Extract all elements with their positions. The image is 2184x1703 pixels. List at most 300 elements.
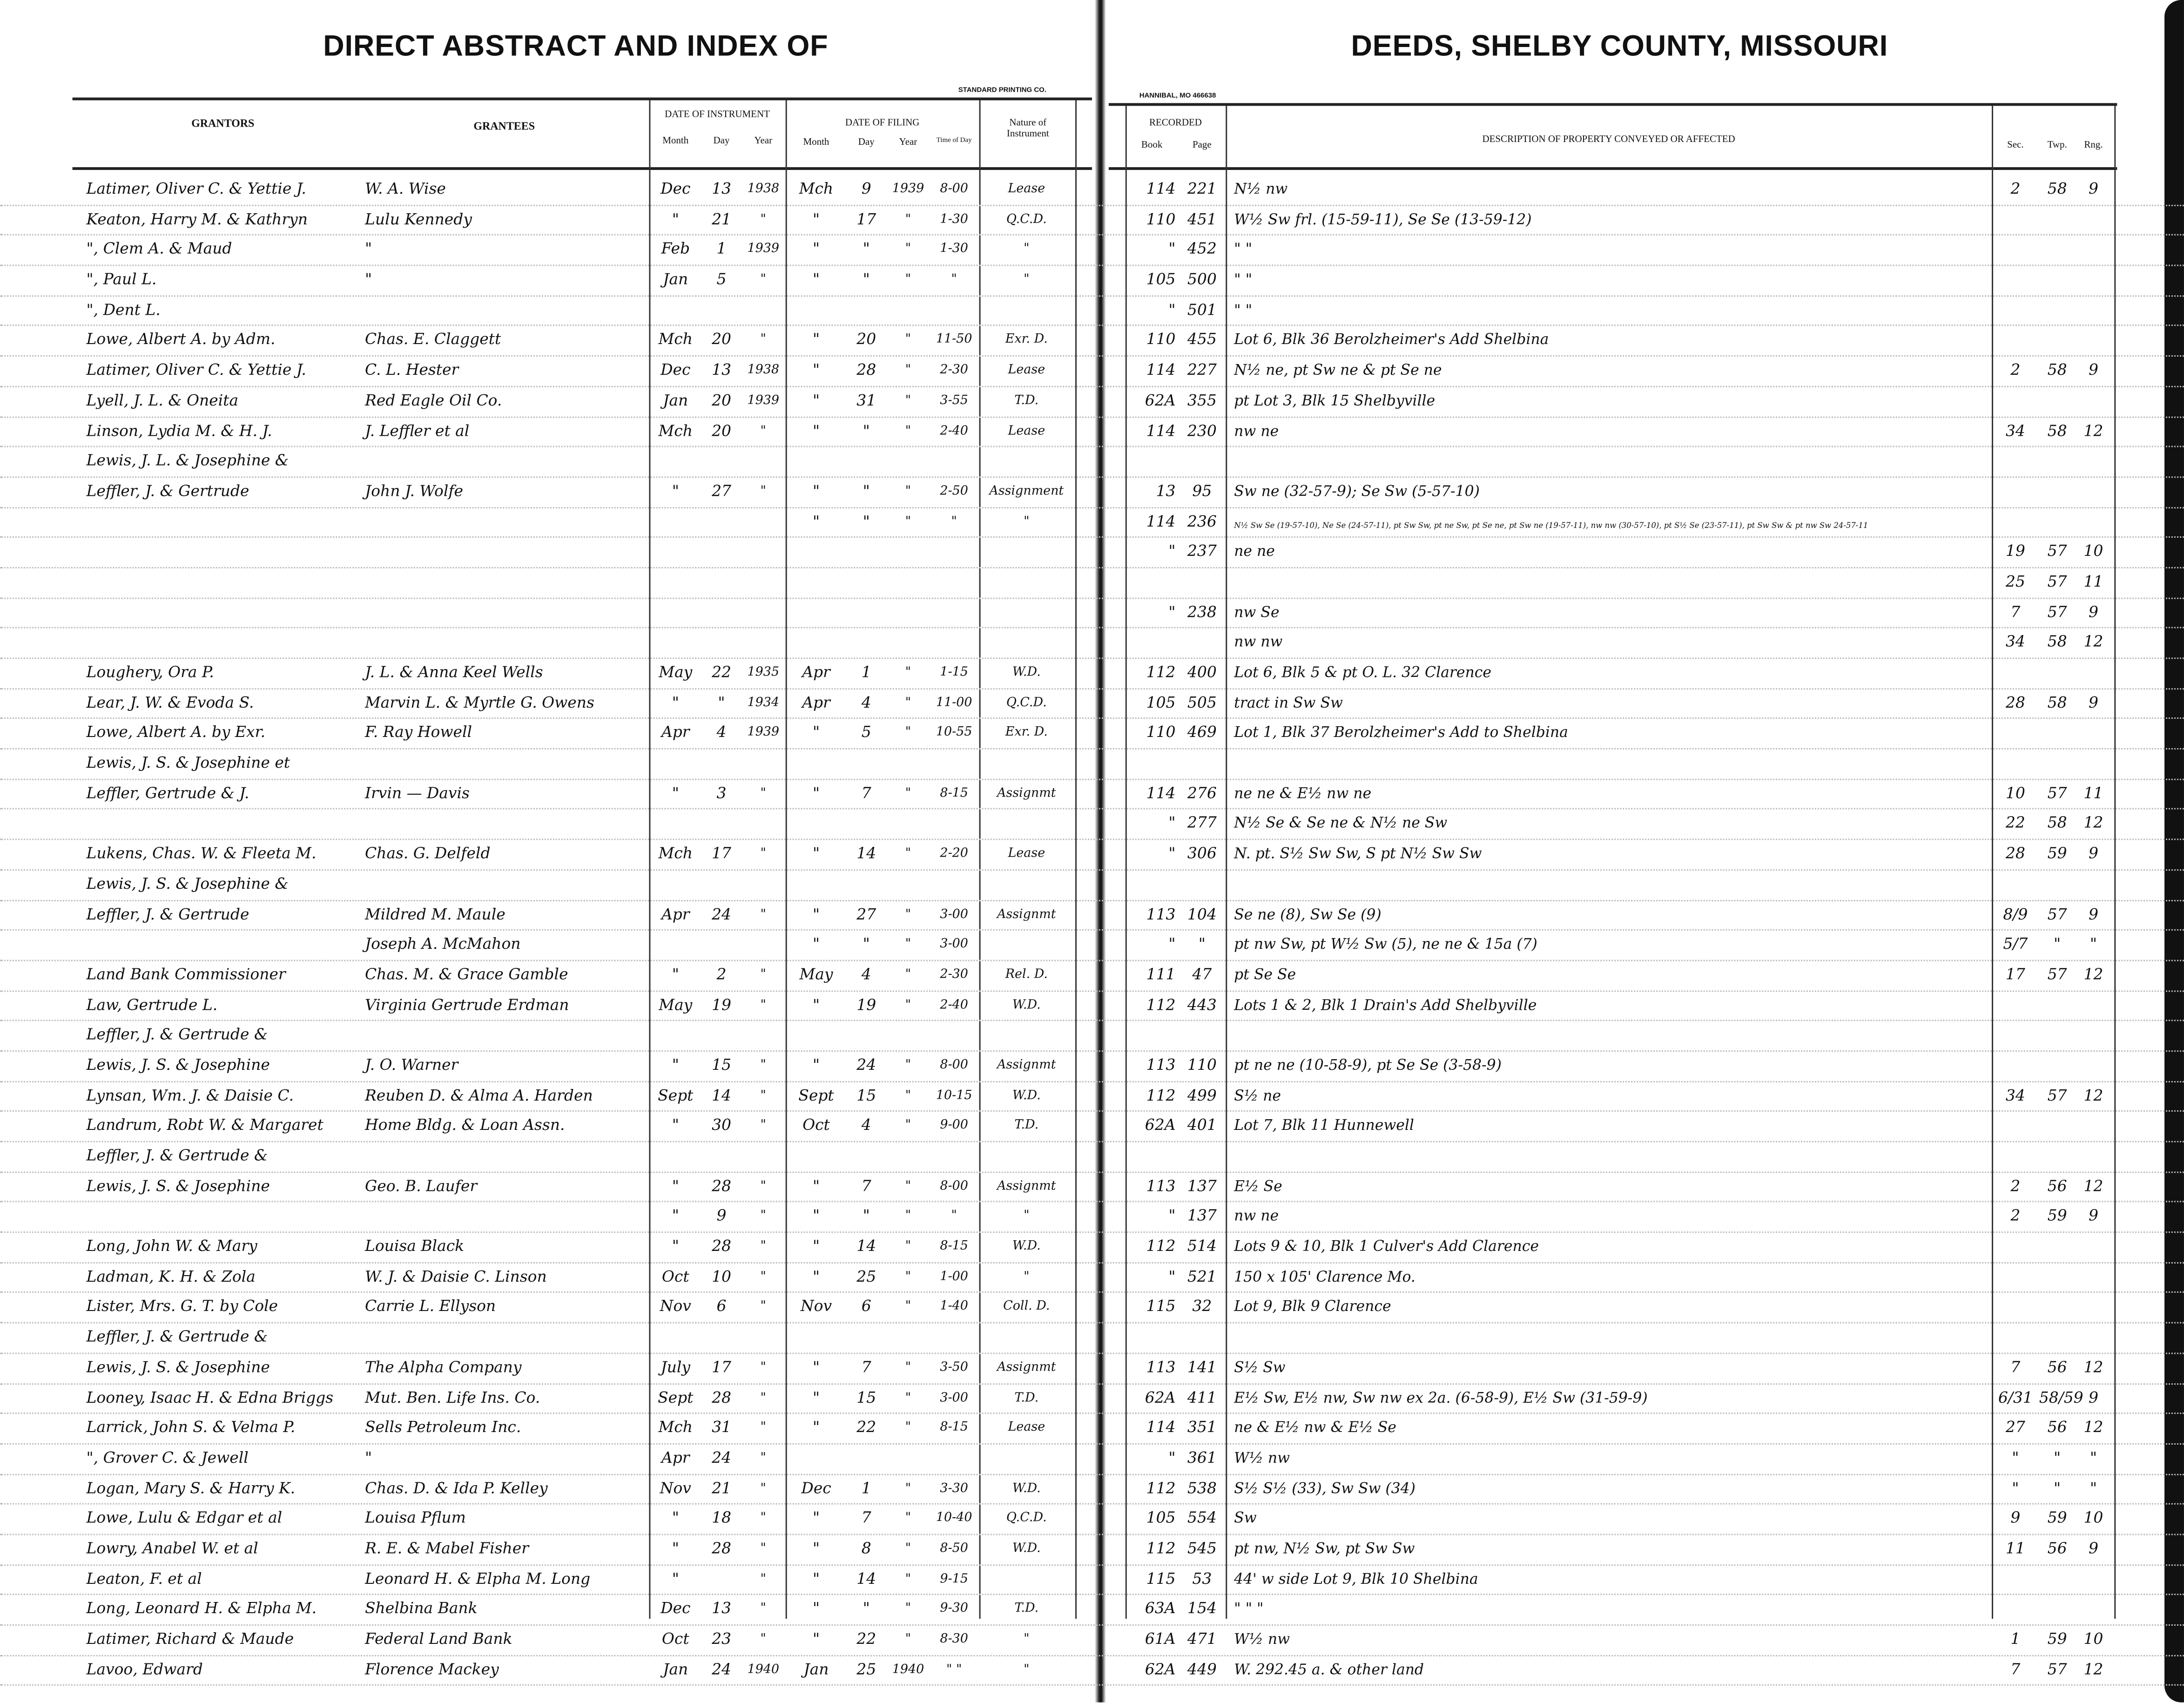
cell-sec: 11: [2005, 1539, 2025, 1558]
cell-filing-month: ": [812, 1237, 820, 1256]
cell-rng: 10: [2083, 542, 2103, 561]
cell-time-of-day: 8-15: [940, 1240, 968, 1254]
cell-description: S½ S½ (33), Sw Sw (34): [1234, 1480, 1416, 1497]
cell-filing-day: 6: [861, 1298, 871, 1316]
cell-grantee: Red Eagle Oil Co.: [364, 391, 502, 410]
cell-filing-month: Nov: [800, 1298, 832, 1316]
cell-book: 112: [1146, 1479, 1176, 1497]
cell-description: " " ": [1234, 1601, 1264, 1618]
cell-inst-year: 1939: [747, 243, 780, 257]
cell-description: Lot 1, Blk 37 Berolzheimer's Add to Shelbina: [1234, 725, 1568, 742]
cell-time-of-day: 1-15: [940, 666, 968, 680]
cell-book: 114: [1146, 180, 1176, 198]
cell-book: ": [1168, 814, 1176, 832]
cell-grantee: Leonard H. & Elpha M. Long: [364, 1569, 591, 1588]
deed-entry-row: [0, 1082, 2184, 1112]
cell-rng: ": [2090, 935, 2097, 953]
header-rule-top-right: [1109, 103, 2117, 106]
cell-inst-year: ": [760, 1210, 766, 1224]
cell-filing-year: ": [905, 1240, 911, 1254]
deed-entry-row: [0, 1626, 2184, 1656]
cell-time-of-day: 2-30: [940, 364, 968, 378]
cell-page: 452: [1187, 240, 1217, 258]
cell-description: S½ ne: [1234, 1087, 1281, 1104]
cell-inst-month: ": [672, 784, 679, 802]
cell-filing-day: ": [863, 1600, 870, 1618]
cell-sec: 5/7: [2003, 935, 2028, 953]
cell-filing-month: Oct: [802, 1116, 830, 1135]
cell-grantor: Long, Leonard H. & Elpha M.: [86, 1600, 317, 1618]
cell-page: 514: [1187, 1237, 1217, 1256]
cell-grantor: Landrum, Robt W. & Margaret: [86, 1116, 324, 1135]
deed-entry-row: [0, 1656, 2184, 1686]
deed-entry-row: [0, 417, 2184, 447]
cell-time-of-day: 1-40: [940, 1300, 968, 1315]
cell-nature: ": [1024, 1210, 1030, 1224]
cell-grantor: Law, Gertrude L.: [86, 995, 218, 1014]
cell-filing-day: 17: [856, 209, 876, 228]
cell-filing-day: 4: [861, 1116, 871, 1135]
cell-inst-day: 17: [712, 1358, 731, 1376]
cell-filing-month: ": [812, 421, 820, 440]
cell-page: 238: [1187, 602, 1217, 621]
deed-entry-row: [0, 840, 2184, 871]
cell-book: 61A: [1145, 1629, 1176, 1648]
cell-page: 47: [1192, 965, 1212, 984]
cell-filing-month: ": [812, 1358, 820, 1376]
cell-inst-year: ": [760, 1542, 766, 1556]
cell-twp: 58: [2047, 633, 2067, 651]
cell-nature: Coll. D.: [1003, 1300, 1050, 1315]
cell-inst-month: ": [672, 1539, 679, 1558]
cell-filing-day: 1: [861, 1479, 871, 1497]
cell-inst-month: May: [659, 995, 693, 1014]
cell-nature: Lease: [1008, 424, 1045, 439]
cell-page: 500: [1187, 270, 1217, 289]
cell-page: 501: [1187, 300, 1217, 319]
header-inst-month: Month: [662, 135, 689, 147]
header-grantees: GRANTEES: [473, 120, 535, 133]
header-inst-day: Day: [713, 135, 730, 147]
cell-sec: 28: [2005, 693, 2025, 712]
cell-page: 137: [1187, 1207, 1217, 1225]
deed-entry-row: [0, 538, 2184, 568]
cell-grantee: Sells Petroleum Inc.: [364, 1418, 521, 1437]
header-date-instrument: DATE OF INSTRUMENT: [665, 108, 770, 120]
cell-book: 112: [1146, 1539, 1176, 1558]
deed-entry-row: [0, 991, 2184, 1021]
cell-rng: 9: [2088, 1539, 2098, 1558]
cell-nature: Lease: [1008, 364, 1045, 378]
cell-filing-day: 7: [861, 784, 871, 802]
cell-page: 104: [1187, 905, 1217, 923]
deed-entry-row: [0, 1565, 2184, 1595]
header-rule-bottom-left: [73, 167, 1092, 170]
cell-grantee: ": [364, 240, 372, 258]
cell-rng: 10: [2083, 1509, 2103, 1527]
cell-inst-year: ": [760, 968, 766, 982]
cell-rng: 9: [2088, 180, 2098, 198]
cell-time-of-day: 10-55: [936, 726, 972, 741]
cell-grantee: Geo. B. Laufer: [364, 1176, 478, 1195]
cell-grantor: Latimer, Oliver C. & Yettie J.: [86, 180, 306, 198]
cell-grantor: Land Bank Commissioner: [86, 965, 286, 984]
cell-nature: ": [1024, 1632, 1030, 1647]
cell-book: 114: [1146, 1418, 1176, 1437]
cell-twp: 58: [2047, 180, 2067, 198]
cell-filing-year: ": [905, 1481, 911, 1496]
cell-description: Lot 6, Blk 5 & pt O. L. 32 Clarence: [1234, 664, 1491, 682]
cell-sec: 34: [2005, 421, 2025, 440]
cell-time-of-day: 9-30: [940, 1602, 968, 1617]
cell-description: ne ne: [1234, 543, 1275, 561]
cell-sec: ": [2012, 1448, 2019, 1467]
cell-inst-year: 1938: [747, 182, 780, 196]
cell-inst-year: ": [760, 1632, 766, 1647]
deed-entry-row: [0, 689, 2184, 719]
cell-page: 361: [1187, 1448, 1217, 1467]
cell-description: Lot 6, Blk 36 Berolzheimer's Add Shelbina: [1234, 332, 1549, 349]
cell-twp: 58: [2047, 814, 2067, 832]
cell-nature: W.D.: [1012, 666, 1041, 680]
cell-filing-day: ": [863, 935, 870, 953]
cell-page: 236: [1187, 512, 1217, 530]
cell-grantor: Looney, Isaac H. & Edna Briggs: [86, 1388, 334, 1406]
cell-inst-month: ": [672, 1055, 679, 1074]
deed-entry-row: [0, 1595, 2184, 1626]
cell-filing-year: ": [905, 1119, 911, 1133]
cell-grantor: Loughery, Ora P.: [86, 663, 214, 682]
header-sec: Sec.: [2007, 139, 2024, 151]
cell-grantee: J. O. Warner: [364, 1055, 458, 1074]
cell-inst-year: ": [760, 273, 766, 287]
cell-nature: W.D.: [1012, 998, 1041, 1013]
cell-inst-day: 21: [712, 1479, 731, 1497]
cell-twp: 59: [2047, 1509, 2067, 1527]
cell-description: pt nw Sw, pt W½ Sw (5), ne ne & 15a (7): [1234, 936, 1537, 953]
header-date-filing: DATE OF FILING: [845, 117, 920, 128]
cell-grantor: Lewis, J. L. & Josephine &: [86, 452, 289, 470]
cell-inst-day: 28: [712, 1237, 731, 1256]
cell-twp: ": [2054, 1479, 2061, 1497]
header-rng: Rng.: [2084, 139, 2103, 151]
cell-twp: 58: [2047, 693, 2067, 712]
cell-inst-year: ": [760, 1391, 766, 1405]
cell-filing-month: ": [812, 1539, 820, 1558]
cell-twp: 57: [2047, 542, 2067, 561]
cell-description: E½ Se: [1234, 1178, 1282, 1195]
cell-page: 471: [1187, 1629, 1217, 1648]
cell-nature: W.D.: [1012, 1088, 1041, 1103]
cell-description: N½ ne, pt Sw ne & pt Se ne: [1234, 362, 1442, 379]
cell-description: Lot 9, Blk 9 Clarence: [1234, 1299, 1391, 1316]
cell-twp: 56: [2047, 1539, 2067, 1558]
cell-rng: 12: [2083, 1358, 2103, 1376]
cell-filing-year: ": [905, 1210, 911, 1224]
deed-entry-row: [0, 1233, 2184, 1263]
cell-book: 115: [1146, 1298, 1176, 1316]
deed-entry-row: [0, 659, 2184, 689]
cell-nature: Q.C.D.: [1006, 212, 1047, 227]
cell-page: 469: [1187, 723, 1217, 742]
cell-time-of-day: 2-50: [940, 484, 968, 499]
cell-filing-year: ": [905, 1270, 911, 1284]
cell-filing-year: ": [905, 1632, 911, 1647]
cell-nature: Assignmt: [997, 1179, 1056, 1194]
cell-time-of-day: 8-30: [940, 1632, 968, 1647]
cell-nature: Q.C.D.: [1006, 696, 1047, 710]
deed-entry-row: [0, 750, 2184, 780]
cell-description: W½ Sw frl. (15-59-11), Se Se (13-59-12): [1234, 211, 1532, 228]
cell-inst-year: 1939: [747, 726, 780, 741]
cell-grantee: Federal Land Bank: [364, 1629, 512, 1648]
cell-filing-day: 14: [856, 844, 876, 863]
cell-inst-month: Dec: [661, 361, 691, 379]
cell-time-of-day: 3-00: [940, 938, 968, 952]
cell-inst-year: ": [760, 1300, 766, 1315]
cell-filing-year: ": [905, 998, 911, 1013]
cell-filing-month: ": [812, 209, 820, 228]
cell-inst-day: 22: [712, 663, 731, 682]
cell-inst-year: ": [760, 998, 766, 1013]
cell-filing-month: ": [812, 270, 820, 289]
cell-page: 141: [1187, 1358, 1217, 1376]
deed-entry-row: [0, 176, 2184, 206]
cell-book: 112: [1146, 663, 1176, 682]
cell-nature: W.D.: [1012, 1240, 1041, 1254]
header-book: Book: [1141, 139, 1163, 151]
cell-time-of-day: 1-30: [940, 212, 968, 227]
cell-grantor: ", Clem A. & Maud: [86, 240, 232, 258]
cell-sec: 1: [2010, 1629, 2021, 1648]
cell-nature: Assignmt: [997, 907, 1056, 922]
cell-sec: 6/31: [1998, 1388, 2033, 1406]
cell-inst-month: Mch: [658, 421, 693, 440]
cell-book: 110: [1146, 209, 1176, 228]
cell-sec: 7: [2010, 1358, 2021, 1376]
cell-filing-day: 5: [861, 723, 871, 742]
cell-grantor: Lavoo, Edward: [86, 1660, 203, 1678]
cell-inst-month: Jan: [663, 270, 688, 289]
cell-inst-year: ": [760, 1572, 766, 1587]
cell-sec: 34: [2005, 1086, 2025, 1104]
cell-filing-month: ": [812, 1207, 820, 1225]
cell-description: W½ nw: [1234, 1450, 1290, 1467]
cell-filing-month: ": [812, 1388, 820, 1406]
cell-grantee: Chas. G. Delfeld: [364, 844, 491, 863]
cell-nature: ": [1024, 514, 1030, 529]
cell-nature: Lease: [1008, 1421, 1045, 1435]
cell-filing-year: ": [905, 968, 911, 982]
cell-inst-year: ": [760, 212, 766, 227]
cell-inst-month: ": [672, 1176, 679, 1195]
cell-description: " ": [1234, 271, 1253, 289]
deed-entry-row: [0, 266, 2184, 297]
cell-grantee: Lulu Kennedy: [364, 209, 472, 228]
cell-inst-day: 28: [712, 1539, 731, 1558]
cell-description: nw Se: [1234, 604, 1280, 621]
cell-grantee: J. Leffler et al: [364, 421, 470, 440]
cell-time-of-day: " ": [946, 1662, 962, 1677]
cell-page: 443: [1187, 995, 1217, 1014]
cell-time-of-day: 8-00: [940, 182, 968, 196]
cell-page: 237: [1187, 542, 1217, 561]
cell-inst-year: ": [760, 1270, 766, 1284]
cell-grantee: Home Bldg. & Loan Assn.: [364, 1116, 565, 1135]
cell-inst-day: 24: [712, 1660, 731, 1678]
cell-rng: 10: [2083, 1629, 2103, 1648]
cell-filing-day: 15: [856, 1388, 876, 1406]
cell-nature: Exr. D.: [1005, 726, 1048, 741]
cell-grantor: ", Paul L.: [86, 270, 157, 289]
cell-grantor: Lowe, Lulu & Edgar et al: [86, 1509, 283, 1527]
cell-inst-month: Dec: [661, 180, 691, 198]
cell-inst-month: ": [672, 693, 679, 712]
cell-page: 227: [1187, 361, 1217, 379]
cell-filing-day: 9: [861, 180, 871, 198]
cell-time-of-day: 2-20: [940, 847, 968, 861]
cell-inst-month: ": [672, 1509, 679, 1527]
cell-grantor: Leaton, F. et al: [86, 1569, 202, 1588]
cell-inst-day: 28: [712, 1176, 731, 1195]
cell-inst-day: 18: [712, 1509, 731, 1527]
cell-rng: 12: [2083, 814, 2103, 832]
cell-grantor: Lewis, J. S. & Josephine et: [86, 754, 290, 772]
cell-page: 449: [1187, 1660, 1217, 1678]
deed-entry-row: [0, 628, 2184, 659]
cell-rng: 9: [2088, 693, 2098, 712]
cell-page: 505: [1187, 693, 1217, 712]
cell-time-of-day: ": [951, 1210, 957, 1224]
cell-grantee: Virginia Gertrude Erdman: [364, 995, 569, 1014]
cell-time-of-day: 9-00: [940, 1119, 968, 1133]
cell-page: 230: [1187, 421, 1217, 440]
cell-inst-year: 1939: [747, 394, 780, 408]
cell-sec: ": [2012, 1479, 2019, 1497]
deed-entry-row: [0, 297, 2184, 327]
cell-book: 113: [1146, 1358, 1176, 1376]
cell-filing-day: 15: [856, 1086, 876, 1104]
deed-entry-row: [0, 1414, 2184, 1445]
cell-twp: 58: [2047, 361, 2067, 379]
cell-rng: 9: [2088, 602, 2098, 621]
cell-grantor: Lowe, Albert A. by Adm.: [86, 331, 276, 349]
deed-entry-row: [0, 206, 2184, 236]
cell-filing-day: 7: [861, 1358, 871, 1376]
cell-inst-day: 20: [712, 391, 731, 410]
cell-time-of-day: 9-15: [940, 1572, 968, 1587]
cell-filing-day: 31: [856, 391, 876, 410]
deed-entry-row: [0, 1535, 2184, 1565]
cell-filing-day: 14: [856, 1569, 876, 1588]
cell-filing-year: ": [905, 484, 911, 499]
deed-entry-row: [0, 931, 2184, 961]
cell-description: E½ Sw, E½ nw, Sw nw ex 2a. (6-58-9), E½ Sw (31-59-9): [1234, 1389, 1648, 1406]
cell-page: 499: [1187, 1086, 1217, 1104]
cell-nature: T.D.: [1014, 1602, 1039, 1617]
cell-inst-month: Apr: [661, 1448, 690, 1467]
cell-inst-year: ": [760, 1058, 766, 1073]
header-filing-year: Year: [899, 136, 917, 148]
cell-nature: T.D.: [1014, 1119, 1039, 1133]
cell-page: 411: [1187, 1388, 1217, 1406]
cell-filing-day: 20: [856, 331, 876, 349]
cell-book: 110: [1146, 331, 1176, 349]
cell-grantee: Louisa Pflum: [364, 1509, 466, 1527]
cell-inst-year: ": [760, 1602, 766, 1617]
cell-sec: 7: [2010, 1660, 2021, 1678]
cell-filing-month: ": [812, 512, 820, 530]
cell-book: ": [1168, 602, 1176, 621]
cell-grantor: Logan, Mary S. & Harry K.: [86, 1479, 296, 1497]
cell-inst-day: 17: [712, 844, 731, 863]
cell-inst-day: 28: [712, 1388, 731, 1406]
cell-inst-day: 15: [712, 1055, 731, 1074]
cell-rng: 12: [2083, 965, 2103, 984]
cell-description: Lots 1 & 2, Blk 1 Drain's Add Shelbyville: [1234, 997, 1537, 1014]
cell-nature: ": [1024, 243, 1030, 257]
cell-time-of-day: ": [951, 514, 957, 529]
cell-book: ": [1168, 1448, 1176, 1467]
cell-book: ": [1168, 542, 1176, 561]
cell-inst-month: Apr: [661, 905, 690, 923]
cell-inst-year: ": [760, 333, 766, 348]
deed-entry-row: [0, 901, 2184, 931]
cell-sec: 2: [2010, 180, 2021, 198]
cell-inst-month: Nov: [660, 1298, 691, 1316]
cell-inst-day: 5: [716, 270, 727, 289]
deed-entry-row: [0, 1354, 2184, 1384]
cell-book: 105: [1146, 270, 1176, 289]
cell-filing-month: ": [812, 935, 820, 953]
cell-filing-month: ": [812, 1267, 820, 1286]
cell-twp: 56: [2047, 1418, 2067, 1437]
cell-filing-year: ": [905, 938, 911, 952]
cell-filing-month: ": [812, 1569, 820, 1588]
cell-twp: 59: [2047, 1207, 2067, 1225]
cell-inst-year: ": [760, 847, 766, 861]
cell-page: 554: [1187, 1509, 1217, 1527]
cell-filing-day: 8: [861, 1539, 871, 1558]
cell-filing-year: ": [905, 1058, 911, 1073]
cell-grantor: Leffler, J. & Gertrude &: [86, 1026, 268, 1044]
cell-filing-year: ": [905, 1300, 911, 1315]
cell-filing-year: ": [905, 394, 911, 408]
cell-inst-month: ": [672, 1116, 679, 1135]
cell-time-of-day: 11-50: [936, 333, 972, 348]
cell-grantee: Shelbina Bank: [364, 1600, 478, 1618]
cell-grantee: Irvin — Davis: [364, 784, 470, 802]
cell-twp: 58: [2047, 421, 2067, 440]
cell-filing-year: ": [905, 1542, 911, 1556]
cell-inst-month: Feb: [661, 240, 690, 258]
cell-filing-year: ": [905, 243, 911, 257]
cell-inst-day: 30: [712, 1116, 731, 1135]
cell-nature: ": [1024, 1270, 1030, 1284]
cell-grantor: ", Grover C. & Jewell: [86, 1448, 249, 1467]
cell-nature: T.D.: [1014, 1391, 1039, 1405]
cell-book: ": [1168, 300, 1176, 319]
cell-description: ne & E½ nw & E½ Se: [1234, 1419, 1396, 1437]
cell-filing-day: 19: [856, 995, 876, 1014]
header-filing-month: Month: [803, 136, 829, 148]
cell-book: 114: [1146, 421, 1176, 440]
header-rule-top-left: [73, 97, 1092, 100]
cell-filing-year: ": [905, 1088, 911, 1103]
cell-grantor: Lowry, Anabel W. et al: [86, 1539, 258, 1558]
deed-entry-row: [0, 1324, 2184, 1354]
cell-grantor: Leffler, J. & Gertrude &: [86, 1328, 268, 1346]
